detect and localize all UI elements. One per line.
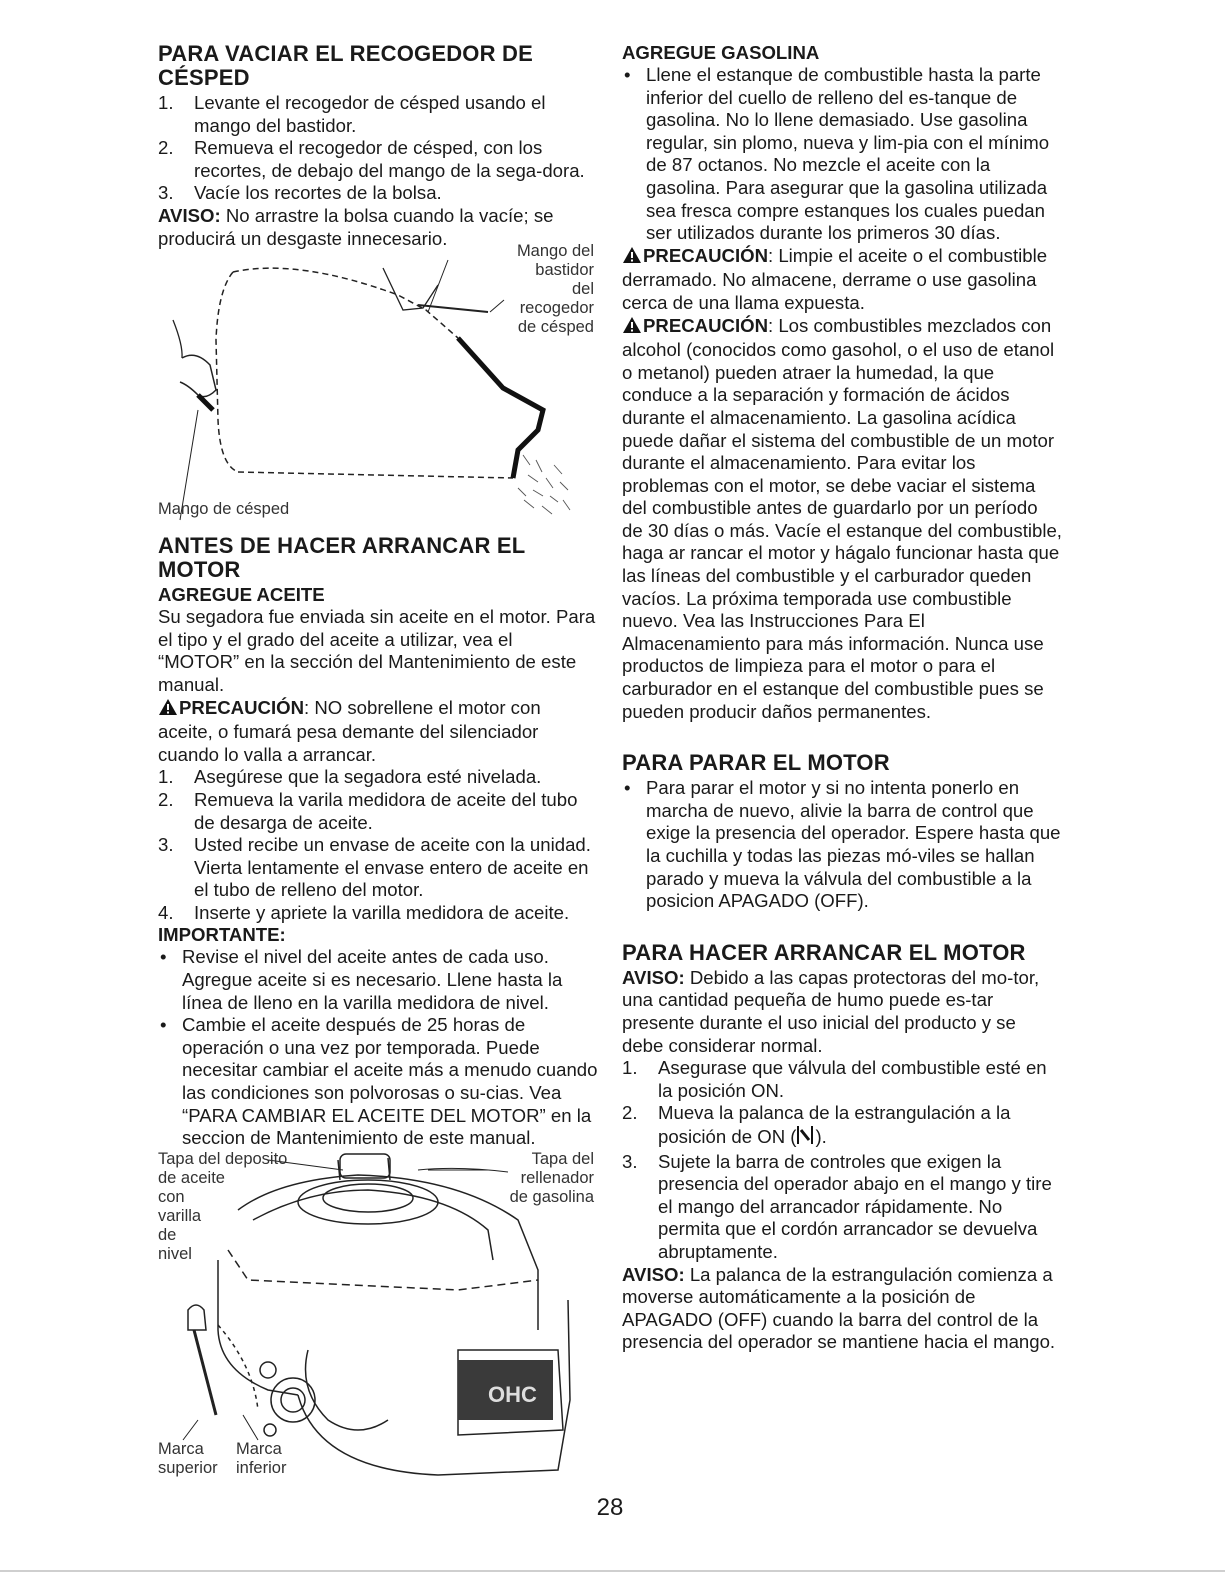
list-item: 3. Vacíe los recortes de la bolsa. [158,182,442,204]
bottom-divider [0,1570,1225,1572]
caution-label: PRECAUCIÓN [643,314,768,336]
caution-paragraph: PRECAUCIÓN: Limpie el aceite o el combustible derramado. No almacene, derrame o use gasolina cerca de una llama expuesta. [622,244,1048,313]
grass-catcher-figure [158,242,598,528]
handle-frame-label: Mango del bastidor del recogedor de césped [516,242,594,337]
aviso-label: AVISO: [622,1263,685,1285]
aviso-label: AVISO: [158,204,221,226]
caution-paragraph: PRECAUCIÓN: NO sobrellene el motor con aceite, o fumará pesa demante del silenciador cuando lo valla a arrancar. [158,696,541,765]
aviso-paragraph: AVISO: La palanca de la estrangulación comienza a moverse automáticamente a la posición de APAGADO (OFF) cuando la barra del control de la presencia del operador se mantiene hacia el mango. [622,1263,1056,1353]
caution-label: PRECAUCIÓN [643,244,768,266]
left-column [158,42,598,1480]
oil-cap-dipstick-label: Tapa del deposito de aceite con varilla de nivel [158,1149,288,1263]
list-item: 1. Asegúrese que la segadora esté nivelada. [158,766,542,788]
list-item: 2. Mueva la palanca de la estrangulación a la posición de ON ( ). [622,1102,1062,1150]
list-item: 1. Asegurase que válvula del combustible esté en la posición ON. [622,1057,1047,1101]
upper-mark-label: Marca superior [158,1439,218,1477]
list-item: • Llene el estanque de combustible hasta la parte inferior del cuello de relleno del es-tanque de gasolina. No lo llene demasiado. Use gasolina regular, sin plomo, nueva y lim-pia con el mínimo de 87 octanos. No mezcle el aceite con la gasolina. Para asegurar que la gasolina utilizada sea fresca compre estanques los cuales puedan ser utilizados durante los primeros 30 días. [624,64,1050,244]
add-oil-paragraph: Su segadora fue enviada sin aceite en el motor. Para el tipo y el grado del aceite a utilizar, vea el “MOTOR” en la sección del Mantenimiento de este manual. [158,606,596,695]
important-label: IMPORTANTE: [158,924,286,946]
fuel-cap-label: Tapa del rellenador de gasolina [509,1149,594,1206]
heading-empty-bag: PARA VACIAR EL RECOGEDOR DE CÉSPED [158,41,533,90]
caution-paragraph: PRECAUCIÓN: Los combustibles mezclados con alcohol (conocidos como gasohol, o el uso de etanol o metanol) pueden atraer la humedad, la que conduce a la separación y formación de ácidos durante el almacenamiento. La gasolina acídica puede dañar el sistema del combustible de un motor durante el almacenamiento. Para evitar los problemas con el motor, se debe vaciar el sistema del combustible antes de guardarlo por un período de 30 días o más. Vacíe el estanque del combustible, haga ar rancar el motor y hágalo funcionar hasta que las líneas del combustible y el carburador queden vacíos. La próxima temporada use combustible nuevo. Vea las Instrucciones Para El Almacenamiento para más información. Nunca use productos de limpieza para el motor o para el carburador en el estanque del combustible pues se pueden producir daños permanentes. [622,314,1062,722]
heading-add-gas: AGREGUE GASOLINA [622,42,820,63]
warning-triangle-icon [622,316,642,340]
engine-badge: OHC [488,1381,537,1407]
lower-mark-label: Marca inferior [236,1439,287,1477]
list-item: 3. Usted recibe un envase de aceite con la unidad. Vierta lentamente el envase entero de aceite en el tubo de relleno del motor. [158,834,591,901]
list-item: 1. Levante el recogedor de césped usando el mango del bastidor. [158,92,546,136]
heading-before-start: ANTES DE HACER ARRANCAR EL MOTOR [158,533,525,583]
list-item: • Revise el nivel del aceite antes de cada uso. Agregue aceite si es necesario. Llene hasta la línea de lleno en la varilla medidora de nivel. [160,946,563,1013]
heading-stop-engine: PARA PARAR EL MOTOR [622,750,890,776]
right-column [622,42,1062,1354]
list-item: 2. Remueva el recogedor de césped, con los recortes, de debajo del mango de la sega-dora. [158,137,585,181]
grass-handle-label: Mango de césped [158,500,290,519]
heading-add-oil: AGREGUE ACEITE [158,584,325,606]
list-item: 3. Sujete la barra de controles que exigen la presencia del operador abajo en el mango y tire el mango del arrancador rápidamente. No permita que el cordón arrancador se devuelva abruptamente. [622,1150,1052,1262]
list-item: • Para parar el motor y si no intenta ponerlo en marcha de nuevo, alivie la barra de control que exige la presencia del operador. Espere hasta que la cuchilla y todas las piezas mó-viles se hallan parado y mueva la válvula del combustible a la posicion APAGADO (OFF). [624,777,1061,912]
caution-label: PRECAUCIÓN [179,696,304,718]
list-item: 2. Remueva la varila medidora de aceite del tubo de desarga de aceite. [158,788,578,833]
choke-symbol-icon [796,1125,814,1151]
aviso-paragraph: AVISO: Debido a las capas protectoras del mo-tor, una cantidad pequeña de humo puede es-tar presente durante el uso inicial del producto y se debe considerar normal. [622,966,1040,1056]
warning-triangle-icon [158,698,178,722]
list-item: • Cambie el aceite después de 25 horas de operación o una vez por temporada. Puede necesitar cambiar el aceite más a menudo cuando las condiciones son polvorosas o su-cias. Vea “PARA CAMBIAR EL ACEITE DEL MOTOR” en la seccion de Mantenimiento de este manual. [160,1014,598,1149]
heading-start-engine: PARA HACER ARRANCAR EL MOTOR [622,939,1026,965]
page-number: 28 [596,1494,624,1521]
engine-figure [158,1150,598,1480]
warning-triangle-icon [622,246,642,270]
aviso-label: AVISO: [622,966,685,988]
aviso-paragraph: AVISO: No arrastre la bolsa cuando la vacíe; se producirá un desgaste innecesario. [158,204,554,249]
list-item: 4. Inserte y apriete la varilla medidora de aceite. [158,901,570,923]
